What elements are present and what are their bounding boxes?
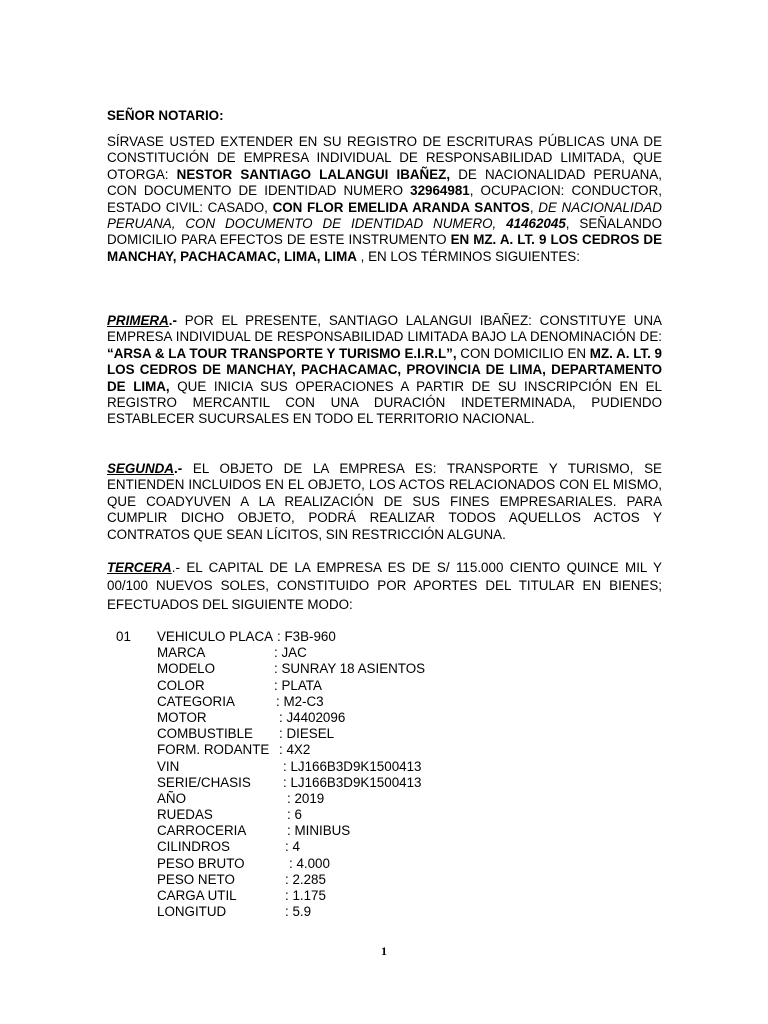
vehicle-field-label: CARGA UTIL <box>157 888 237 903</box>
intro-text-run: 32964981 <box>410 183 470 199</box>
intro-text-run: , OCUPACION: CONDUCTOR, ESTADO CIVIL: CASADO, <box>107 183 662 215</box>
vehicle-field-label: MOTOR <box>157 709 207 725</box>
intro-text-run: SÍRVASE USTED EXTENDER EN SU REGISTRO DE ESCRITURAS PÚBLICAS UNA DE CONSTITUCIÓN DE EMPRESA INDIVIDUAL DE RESPONSABILIDAD LIMITADA, QUE OTORGA: <box>107 134 662 182</box>
intro-text-run: , EN LOS TÉRMINOS SIGUIENTES: <box>356 248 580 264</box>
vehicle-field-label: LONGITUD <box>157 904 227 920</box>
vehicle-field-value: : 2.285 <box>285 871 326 887</box>
primera-text-run: PRIMERA <box>107 313 169 328</box>
vehicle-field-label: SERIE/CHASIS <box>157 774 251 790</box>
vehicle-field-label: RUEDAS <box>157 807 213 823</box>
vehicle-row <box>116 645 456 661</box>
vehicle-field-value: : 6 <box>287 807 302 823</box>
vehicle-field-value: : PLATA <box>274 677 322 693</box>
vehicle-row <box>116 807 456 823</box>
vehicle-row <box>116 904 456 920</box>
page-number: 1 <box>381 944 387 958</box>
intro-text-run: CON FLOR EMELIDA ARANDA SANTOS <box>272 199 530 215</box>
clause-segunda <box>107 461 662 543</box>
vehicle-field-label: CATEGORIA <box>157 693 235 709</box>
vehicle-field-value: : LJ166B3D9K1500413 <box>283 758 422 774</box>
vehicle-row <box>116 710 456 726</box>
vehicle-row <box>116 661 456 677</box>
vehicle-field-value: : F3B-960 <box>277 629 336 644</box>
vehicle-row <box>116 678 456 694</box>
intro-text-run: DE NACIONALIDAD PERUANA, CON DOCUMENTO DE IDENTIDAD NUMERO, <box>107 199 662 232</box>
vehicle-field-label: COLOR <box>157 677 205 693</box>
vehicle-field-value: : DIESEL <box>279 726 335 742</box>
tercera-text-run: . <box>171 560 176 575</box>
primera-text-run: POR EL PRESENTE, SANTIAGO LALANGUI IBAÑEZ: CONSTITUYE UNA EMPRESA INDIVIDUAL DE RESPONSABILIDAD LIMITADA BAJO LA DENOMINACIÓN DE: <box>107 313 662 345</box>
tercera-text-run: - EL CAPITAL DE LA EMPRESA ES DE S/ 115.000 CIENTO QUINCE MIL Y 00/100 NUEVOS SOLES, CONSTITUIDO POR APORTES DEL TITULAR EN BIENES; EFECTUADOS DEL SIGUIENTE MODO: <box>107 560 662 612</box>
intro-text-run: , SEÑALANDO DOMICILIO PARA EFECTOS DE ESTE INSTRUMENTO <box>107 216 662 248</box>
primera-text-run: QUE INICIA SUS OPERACIONES A PARTIR DE SU INSCRIPCIÓN EN EL REGISTRO MERCANTIL CON UNA DURACIÓN INDETERMINADA, PUDIENDO ESTABLECER SUCURSALES EN TODO EL TERRITORIO NACIONAL. <box>107 378 662 427</box>
vehicle-field-value: : JAC <box>274 645 307 661</box>
primera-text-run: “ARSA & LA TOUR TRANSPORTE Y TURISMO E.I.R.L”, <box>107 345 457 361</box>
vehicle-field-value: : SUNRAY 18 ASIENTOS <box>274 661 426 677</box>
intro-text-run: , <box>529 199 539 215</box>
vehicle-details <box>116 629 456 920</box>
vehicle-field-label: PESO BRUTO <box>157 855 245 871</box>
vehicle-row <box>116 742 456 758</box>
vehicle-field-label: CARROCERIA <box>157 823 247 839</box>
segunda-text-run: .- <box>173 461 183 476</box>
vehicle-row <box>116 694 456 710</box>
vehicle-field-value: : 4.000 <box>289 855 330 871</box>
vehicle-row <box>116 775 456 791</box>
vehicle-field-value: : 4X2 <box>279 742 311 758</box>
vehicle-field-value: : M2-C3 <box>276 693 324 709</box>
intro-text-run: 41462045 <box>506 216 566 232</box>
vehicle-field-label: CILINDROS <box>157 839 230 855</box>
vehicle-field-value: : 5.9 <box>285 904 312 920</box>
vehicle-field-value: : J4402096 <box>279 709 346 725</box>
vehicle-row <box>116 856 456 872</box>
vehicle-field-label: FORM. RODANTE <box>157 742 270 758</box>
vehicle-field-label: PESO NETO <box>157 871 235 887</box>
primera-text-run: MZ. A. LT. 9 LOS CEDROS DE MANCHAY, PACHACAMAC, PROVINCIA DE LIMA, DEPARTAMENTO DE LIMA, <box>107 345 663 394</box>
vehicle-row <box>116 823 456 839</box>
document-heading: SEÑOR NOTARIO: <box>107 108 224 123</box>
tercera-text-run: TERCERA <box>107 560 172 575</box>
vehicle-field-value: : 1.175 <box>285 888 326 903</box>
vehicle-field-label: VEHICULO PLACA <box>157 629 274 644</box>
clause-primera <box>107 313 662 428</box>
clause-tercera <box>107 559 662 614</box>
vehicle-row <box>116 791 456 807</box>
vehicle-row <box>116 872 456 888</box>
vehicle-field-value: : LJ166B3D9K1500413 <box>283 774 422 790</box>
vehicle-row <box>116 839 456 855</box>
vehicle-field-value: : MINIBUS <box>287 823 351 839</box>
vehicle-field-label: MARCA <box>157 645 206 661</box>
item-number: 01 <box>116 629 131 644</box>
vehicle-row <box>116 726 456 742</box>
vehicle-row <box>116 888 456 904</box>
vehicle-field-label: VIN <box>157 758 180 774</box>
vehicle-row <box>116 759 456 775</box>
primera-text-run: .- <box>168 313 177 328</box>
intro-text-run: NESTOR SANTIAGO LALANGUI IBAÑEZ, <box>176 166 451 182</box>
intro-text-run: EN MZ. A. LT. 9 LOS CEDROS DE MANCHAY, PACHACAMAC, LIMA, LIMA <box>107 232 663 264</box>
vehicle-field-value: : 4 <box>285 839 300 855</box>
primera-text-run: CON DOMICILIO EN <box>456 345 590 361</box>
vehicle-field-label: MODELO <box>157 661 216 677</box>
intro-paragraph <box>107 134 662 265</box>
segunda-text-run: SEGUNDA <box>107 461 174 476</box>
vehicle-field-label: AÑO <box>157 790 187 806</box>
vehicle-field-label: COMBUSTIBLE <box>157 726 253 742</box>
vehicle-field-value: : 2019 <box>287 790 325 806</box>
intro-text-run: DE NACIONALIDAD PERUANA, CON DOCUMENTO DE IDENTIDAD NUMERO <box>107 166 662 199</box>
vehicle-row <box>116 629 456 645</box>
segunda-text-run: EL OBJETO DE LA EMPRESA ES: TRANSPORTE Y TURISMO, SE ENTIENDEN INCLUIDOS EN EL OBJETO, LOS ACTOS RELACIONADOS CON EL MISMO, QUE COADYUVEN A LA REALIZACIÓN DE SUS FINES EMPRESARIALES. PARA CUMPLIR DICHO OBJETO, PODRÁ REALIZAR TODOS AQUELLOS ACTOS Y CONTRATOS QUE SEAN LÍCITOS, SIN RESTRICCIÓN ALGUNA. <box>107 461 662 542</box>
